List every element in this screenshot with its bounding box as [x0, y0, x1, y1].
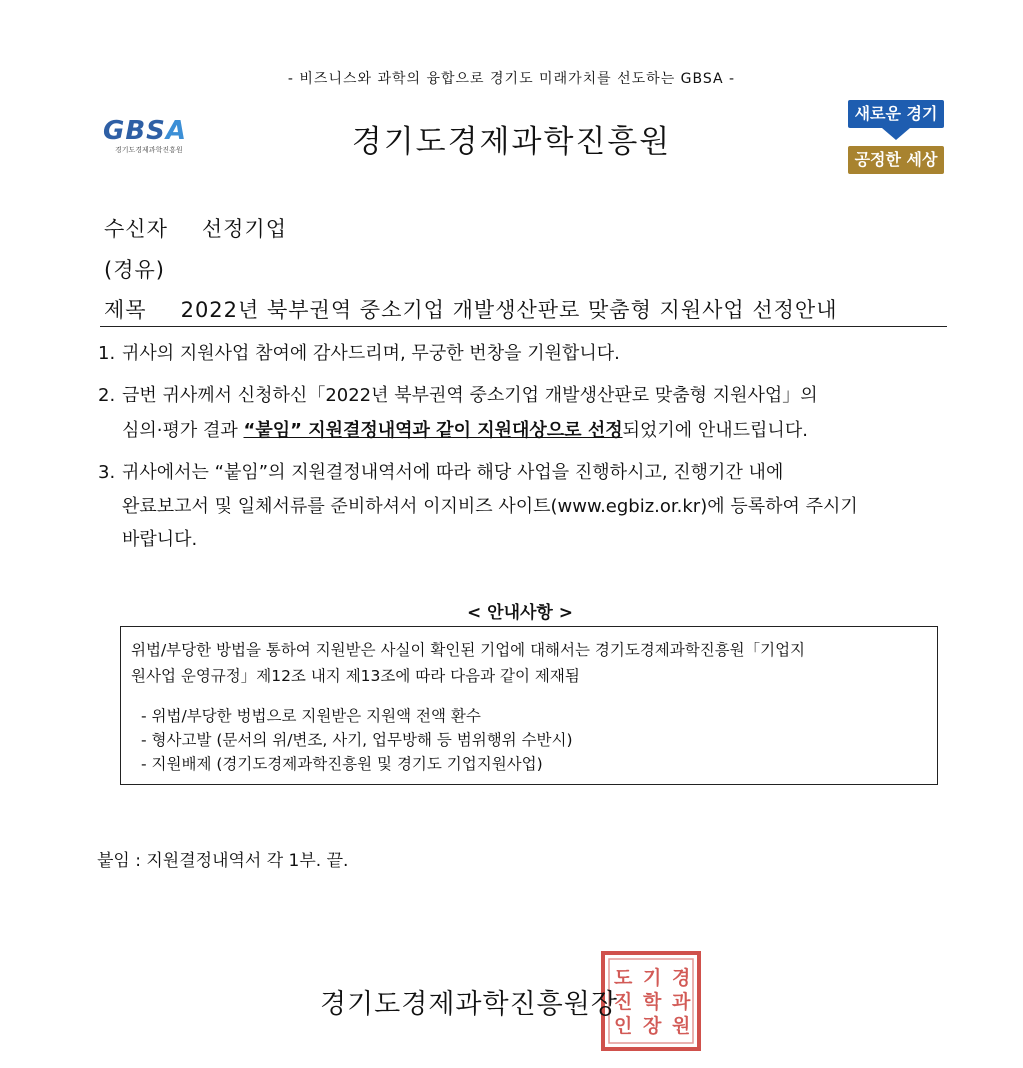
svg-text:진: 진	[614, 991, 633, 1013]
via-label: (경유)	[104, 258, 165, 282]
notice-para-2: 원사업 운영규정」제12조 내지 제13조에 따라 다음과 같이 제재됨	[131, 667, 580, 685]
org-title: 경기도경제과학진흥원	[351, 124, 672, 160]
notice-box	[120, 626, 938, 785]
item-3: 3. 귀사에서는 “붙임”의 지원결정내역서에 따라 해당 사업을 진행하시고, 진행기간 내에	[98, 462, 784, 483]
campaign-badge	[848, 100, 944, 174]
selection-emphasis: “붙임” 지원결정내역과 같이 지원대상으로 선정	[243, 420, 623, 441]
logo-subtitle: 경기도경제과학진흥원	[115, 146, 183, 154]
svg-text:인: 인	[614, 1015, 633, 1037]
svg-text:기: 기	[643, 967, 662, 989]
svg-text:과: 과	[672, 991, 691, 1013]
recipient-label: 수신자	[104, 217, 168, 241]
item-2: 2. 금번 귀사께서 신청하신「2022년 북부권역 중소기업 개발생산판로 맞춤형 지원사업」의	[98, 385, 818, 406]
signature: 경기도경제과학진흥원장	[320, 989, 618, 1020]
subject-label: 제목	[104, 298, 147, 322]
item-2-line-2: 심의·평가 결과 “붙임” 지원결정내역과 같이 지원대상으로 선정되었기에 안내드립니다.	[122, 420, 808, 441]
logo-mark: GBSA	[103, 116, 188, 146]
svg-text:도: 도	[614, 967, 633, 989]
svg-text:원: 원	[672, 1015, 691, 1037]
badge-chevron	[882, 128, 910, 140]
svg-text:경: 경	[672, 967, 691, 989]
notice-bullet: - 형사고발 (문서의 위/변조, 사기, 업무방해 등 범위행위 수반시)	[141, 731, 573, 749]
badge-bottom: 공정한 세상	[848, 146, 944, 174]
item-3-line-2: 완료보고서 및 일체서류를 준비하셔서 이지비즈 사이트(www.egbiz.or.kr)에 등록하여 주시기	[122, 496, 858, 517]
notice-bullet: - 지원배제 (경기도경제과학진흥원 및 경기도 기업지원사업)	[141, 755, 543, 773]
notice-bullet: - 위법/부당한 벙법으로 지원받은 지원액 전액 환수	[141, 707, 481, 725]
recipient-row	[104, 213, 287, 243]
notice-title: < 안내사항 >	[466, 603, 573, 623]
svg-text:학: 학	[643, 991, 662, 1013]
item-3-line-3: 바랍니다.	[122, 529, 198, 550]
attachment-note: 붙임 : 지원결정내역서 각 1부. 끝.	[97, 851, 349, 871]
item-1: 1. 귀사의 지원사업 참여에 감사드리며, 무궁한 번창을 기원합니다.	[98, 343, 620, 364]
subject-row	[104, 294, 838, 324]
badge-top: 새로운 경기	[848, 100, 944, 128]
notice-para-1: 위법/부당한 방법을 통하여 지원받은 사실이 확인된 기업에 대해서는 경기도경제과학진흥원「기업지	[131, 641, 806, 659]
subject-value: 2022년 북부권역 중소기업 개발생산판로 맞춤형 지원사업 선정안내	[180, 298, 838, 322]
svg-text:장: 장	[643, 1015, 662, 1037]
header-rule	[100, 326, 947, 327]
recipient-value: 선정기업	[201, 217, 288, 241]
slogan: - 비즈니스와 과학의 융합으로 경기도 미래가치를 선도하는 GBSA -	[287, 71, 736, 87]
